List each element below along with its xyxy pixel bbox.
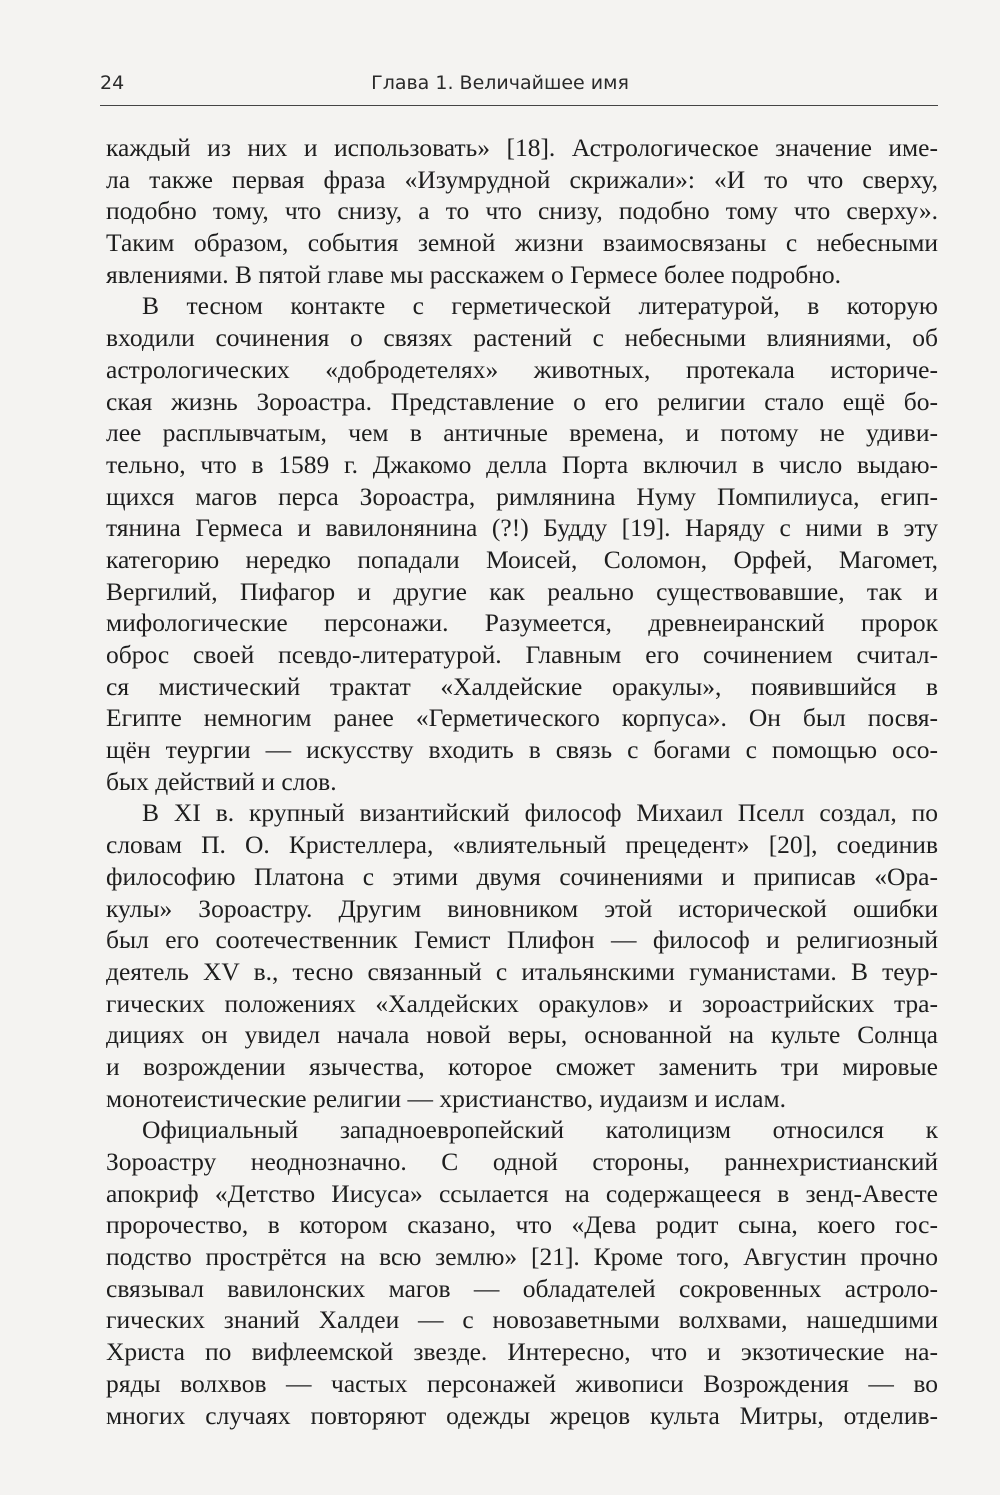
text-line: тельно, что в 1589 г. Джакомо делла Порта включил в число выдаю- — [106, 449, 938, 479]
text-line: астрологических «добродетелях» животных, протекала историче- — [106, 354, 938, 384]
text-line: дициях он увидел начала новой веры, основанной на культе Солнца — [106, 1020, 938, 1050]
text-line: был его соотечественник Гемист Плифон — философ и религиозный — [106, 925, 938, 955]
text-line: кулы» Зороастру. Другим виновником этой исторической ошибки — [106, 893, 938, 923]
text-line: гических положениях «Халдейских оракулов» и зороастрийских тра- — [106, 988, 938, 1018]
paragraph — [106, 797, 938, 1114]
text-line: Христа по вифлеемской звезде. Интересно, что и экзотические на- — [106, 1337, 938, 1367]
running-title: Глава 1. Величайшее имя — [371, 72, 629, 94]
text-line: деятель XV в., тесно связанный с итальянскими гуманистами. В теур- — [106, 956, 938, 986]
text-line: лее расплывчатым, чем в античные времена, и потому не удиви- — [106, 418, 938, 448]
text-line: ряды волхвов — частых персонажей живописи Возрождения — во — [106, 1368, 938, 1398]
header-rule — [100, 105, 938, 106]
text-line: бых действий и слов. — [106, 766, 337, 796]
text-line: ская жизнь Зороастра. Представление о его религии стало ещё бо- — [106, 386, 938, 416]
text-line: словам П. О. Кристеллера, «влиятельный прецедент» [20], соединив — [106, 830, 938, 860]
text-line: В тесном контакте с герметической литературой, в которую — [142, 291, 938, 321]
text-line: пророчество, в котором сказано, что «Дева родит сына, коего гос- — [106, 1210, 938, 1240]
text-line: и возрождении язычества, которое сможет заменить три мировые — [106, 1051, 938, 1081]
text-line: связывал вавилонских магов — обладателей сокровенных астроло- — [106, 1273, 938, 1303]
text-line: щихся магов перса Зороастра, римлянина Нуму Помпилиуса, егип- — [106, 481, 938, 511]
text-line: апокриф «Детство Иисуса» ссылается на содержащееся в зенд-Авесте — [106, 1178, 938, 1208]
text-line: Официальный западноевропейский католицизм относился к — [142, 1115, 938, 1145]
paragraph — [106, 1114, 938, 1431]
text-line: мифологические персонажи. Разумеется, древнеиранский пророк — [106, 608, 938, 638]
text-line: категорию нередко попадали Моисей, Соломон, Орфей, Магомет, — [106, 544, 938, 574]
text-line: явлениями. В пятой главе мы расскажем о Гермесе более подробно. — [106, 259, 841, 289]
text-line: оброс своей псевдо-литературой. Главным его сочинением считал- — [106, 640, 938, 669]
text-line: Вергилий, Пифагор и другие как реально существовавшие, так и — [106, 576, 938, 606]
text-line: тянина Гермеса и вавилонянина (?!) Будду [19]. Наряду с ними в эту — [106, 513, 938, 543]
page-number: 24 — [100, 72, 125, 94]
paragraph — [106, 132, 938, 290]
text-line: Таким образом, события земной жизни взаимосвязаны с небесными — [106, 228, 938, 258]
text-line: монотеистические религии — христианство, иудаизм и ислам. — [106, 1083, 786, 1113]
text-line: многих случаях повторяют одежды жрецов культа Митры, отделив- — [106, 1400, 938, 1430]
body-text — [106, 132, 938, 1431]
paragraph — [106, 290, 938, 797]
text-line: щён теургии — искусству входить в связь с богами с помощью осо- — [106, 735, 938, 765]
text-line: входили сочинения о связях растений с небесными влияниями, об — [106, 323, 938, 353]
text-line: Зороастру неоднозначно. С одной стороны, раннехристианский — [106, 1147, 938, 1176]
text-line: подство прострётся на всю землю» [21]. Кроме того, Августин прочно — [106, 1242, 938, 1272]
text-line: ла также первая фраза «Изумрудной скрижали»: «И то что сверху, — [106, 164, 938, 194]
text-line: философию Платона с этими двумя сочинениями и приписав «Ора- — [106, 861, 938, 891]
text-line: подобно тому, что снизу, а то что снизу, подобно тому что сверху». — [106, 196, 938, 226]
text-line: каждый из них и использовать» [18]. Астрологическое значение име- — [106, 133, 938, 162]
text-line: В XI в. крупный византийский философ Михаил Пселл создал, по — [142, 798, 938, 828]
text-line: гических знаний Халдеи — с новозаветными волхвами, нашедшими — [106, 1305, 938, 1335]
text-line: ся мистический трактат «Халдейские оракулы», появившийся в — [106, 671, 938, 701]
text-line: Египте немногим ранее «Герметического корпуса». Он был посвя- — [106, 703, 938, 733]
